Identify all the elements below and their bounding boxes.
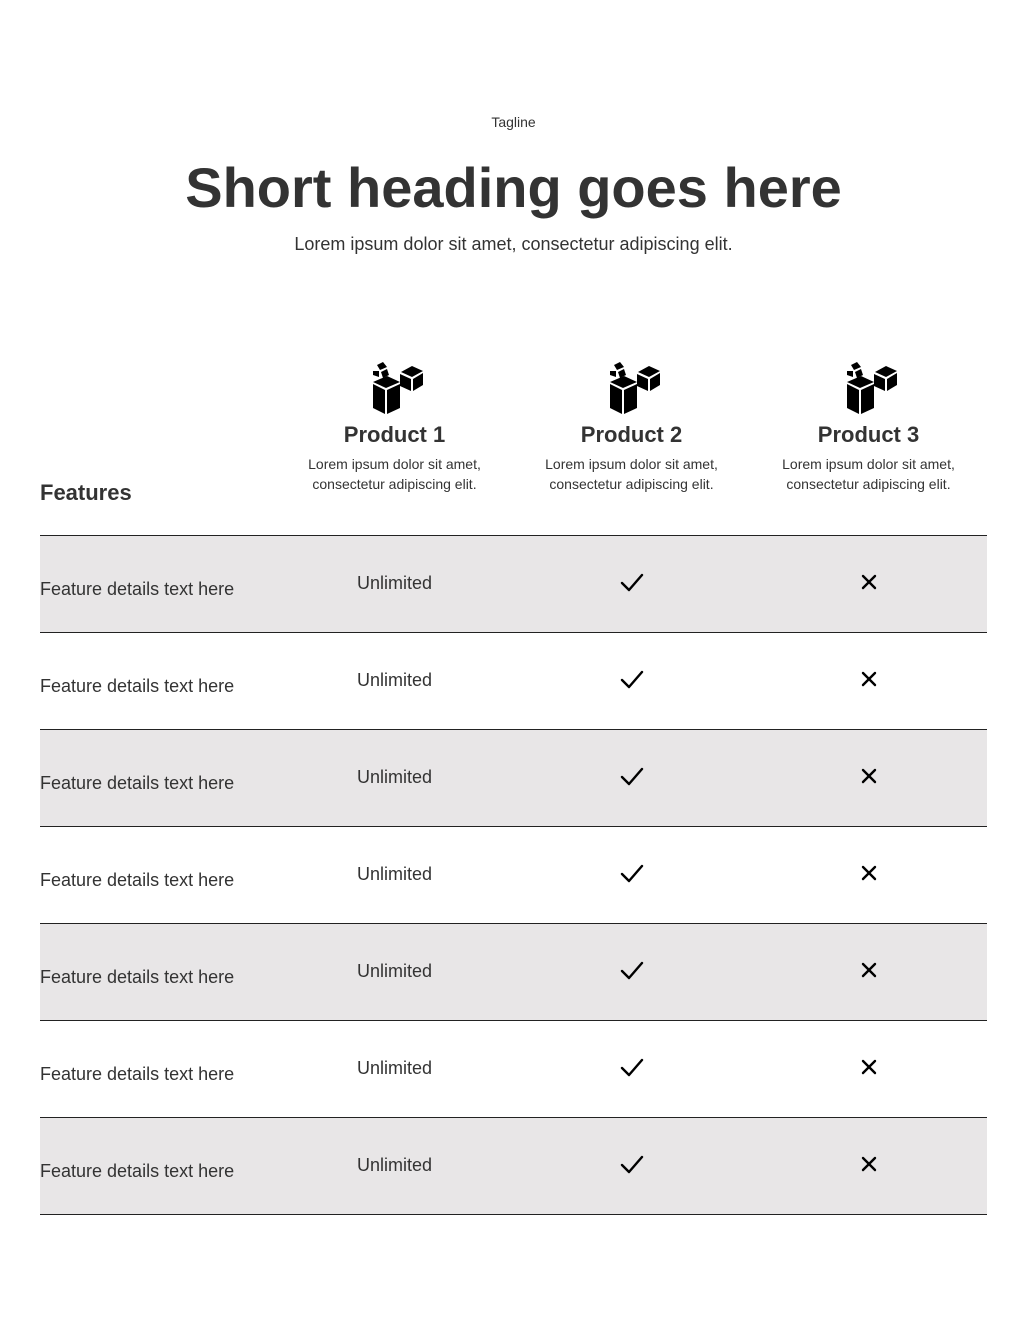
- product-1-value: [276, 536, 513, 632]
- value-text: Unlimited: [356, 670, 433, 690]
- feature-label: Feature details text here: [40, 773, 235, 793]
- product-3-value: [750, 633, 987, 729]
- product-2-value: [513, 730, 750, 826]
- product-1-value: [276, 827, 513, 923]
- feature-label: Feature details text here: [40, 870, 235, 890]
- product-name: Product 3: [817, 422, 920, 447]
- cubes-icon: [367, 362, 423, 416]
- product-1-value: [276, 730, 513, 826]
- features-column-header: Features: [40, 480, 132, 505]
- check-icon: [620, 573, 644, 593]
- cubes-icon: [604, 362, 660, 416]
- page-title: Short heading goes here: [185, 156, 842, 219]
- value-text: Unlimited: [356, 961, 433, 981]
- value-text: Unlimited: [356, 573, 433, 593]
- close-icon: [860, 864, 878, 882]
- product-description: Lorem ipsum dolor sit amet, consectetur adipiscing elit.: [545, 456, 718, 492]
- check-icon: [620, 1155, 644, 1175]
- product-column-3: [750, 360, 987, 494]
- product-1-value: [276, 1021, 513, 1117]
- product-3-value: [750, 1118, 987, 1214]
- product-2-value: [513, 827, 750, 923]
- product-3-value: [750, 730, 987, 826]
- table-header: [40, 360, 987, 535]
- product-column-1: [276, 360, 513, 494]
- product-3-value: [750, 827, 987, 923]
- table-row: [40, 632, 987, 729]
- product-3-value: [750, 924, 987, 1020]
- feature-label: Feature details text here: [40, 1064, 235, 1084]
- product-1-value: [276, 1118, 513, 1214]
- close-icon: [860, 573, 878, 591]
- value-text: Unlimited: [356, 767, 433, 787]
- product-3-value: [750, 536, 987, 632]
- close-icon: [860, 961, 878, 979]
- table-row: [40, 535, 987, 632]
- product-1-value: [276, 924, 513, 1020]
- close-icon: [860, 1155, 878, 1173]
- table-row: [40, 729, 987, 826]
- feature-label: Feature details text here: [40, 967, 235, 987]
- table-row: [40, 1117, 987, 1215]
- value-text: Unlimited: [356, 864, 433, 884]
- product-3-value: [750, 1021, 987, 1117]
- product-name: Product 1: [343, 422, 446, 447]
- feature-label: Feature details text here: [40, 579, 235, 599]
- close-icon: [860, 767, 878, 785]
- check-icon: [620, 1058, 644, 1078]
- value-text: Unlimited: [356, 1155, 433, 1175]
- feature-label: Feature details text here: [40, 676, 235, 696]
- table-row: [40, 923, 987, 1020]
- table-row: [40, 826, 987, 923]
- product-column-2: [513, 360, 750, 494]
- tagline: Tagline: [491, 114, 536, 130]
- product-2-value: [513, 633, 750, 729]
- product-2-value: [513, 536, 750, 632]
- product-description: Lorem ipsum dolor sit amet, consectetur adipiscing elit.: [782, 456, 955, 492]
- check-icon: [620, 767, 644, 787]
- product-2-value: [513, 1021, 750, 1117]
- check-icon: [620, 864, 644, 884]
- product-name: Product 2: [580, 422, 683, 447]
- product-2-value: [513, 1118, 750, 1214]
- product-2-value: [513, 924, 750, 1020]
- check-icon: [620, 670, 644, 690]
- product-description: Lorem ipsum dolor sit amet, consectetur adipiscing elit.: [308, 456, 481, 492]
- table-row: [40, 1020, 987, 1117]
- product-1-value: [276, 633, 513, 729]
- cubes-icon: [841, 362, 897, 416]
- page-subtitle: Lorem ipsum dolor sit amet, consectetur adipiscing elit.: [294, 234, 733, 254]
- feature-label: Feature details text here: [40, 1161, 235, 1181]
- close-icon: [860, 670, 878, 688]
- value-text: Unlimited: [356, 1058, 433, 1078]
- close-icon: [860, 1058, 878, 1076]
- check-icon: [620, 961, 644, 981]
- comparison-table: [40, 360, 987, 1215]
